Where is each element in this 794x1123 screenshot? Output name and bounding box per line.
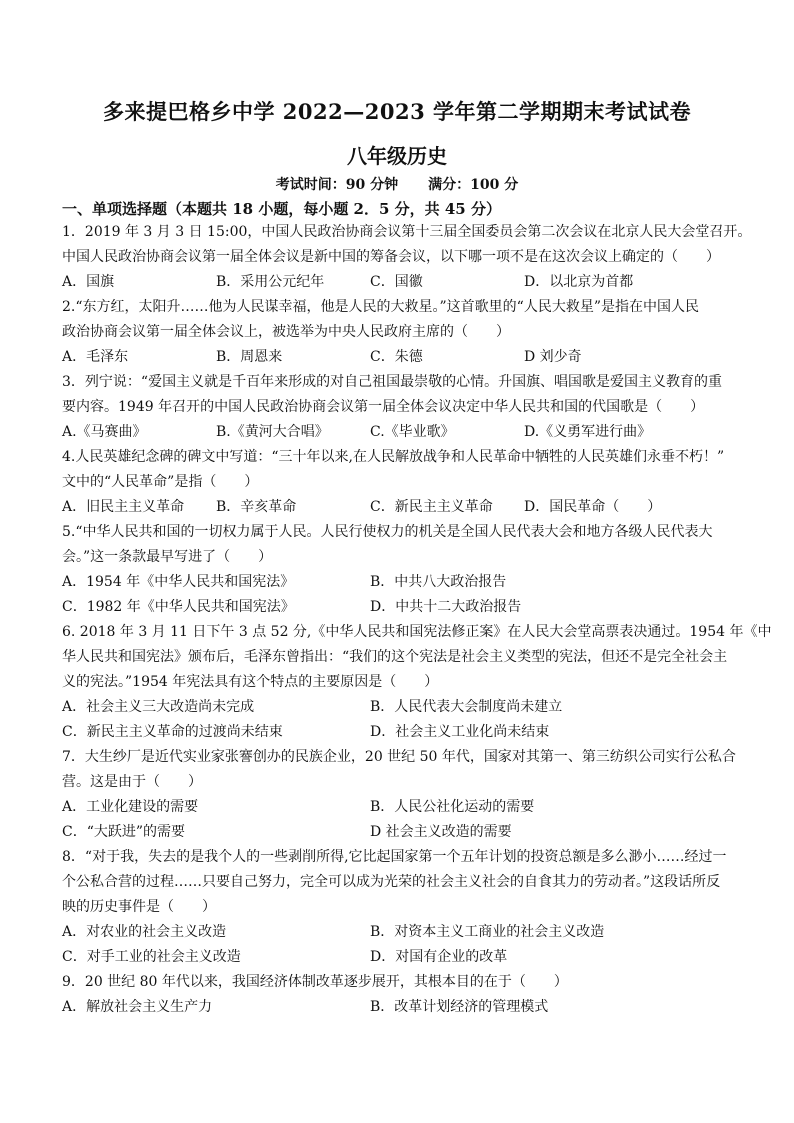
question-8-option-b: B．对资本主义工商业的社会主义改造	[370, 924, 605, 940]
question-6-option-a: A．社会主义三大改造尚未完成	[62, 699, 255, 715]
question-5-option-b: B．中共八大政治报告	[370, 574, 507, 590]
exam-subtitle: 八年级历史	[347, 144, 447, 168]
question-4-line-1: 4.人民英雄纪念碑的碑文中写道：“三十年以来,在人民解放战争和人民革命中牺牲的人民英雄们永垂不朽！”	[62, 449, 725, 465]
question-7-option-a: A．工业化建设的需要	[62, 799, 199, 815]
question-1-option-b: B．采用公元纪年	[216, 274, 325, 290]
question-1-option-c: C．国徽	[370, 274, 423, 290]
question-3-option-a: A.《马赛曲》	[62, 424, 147, 440]
exam-title: 多来提巴格乡中学 2022—2023 学年第二学期期末考试试卷	[102, 99, 691, 124]
question-2-line-1: 2.“东方红，太阳升……他为人民谋幸福，他是人民的大救星。”这首歌里的“人民大救星”是指在中国人民	[62, 299, 699, 315]
exam-info	[0, 174, 794, 194]
question-6-line-2: 华人民共和国宪法》颁布后，毛泽东曾指出：“我们的这个宪法是社会主义类型的宪法，但还不是完全社会主	[62, 649, 728, 665]
question-3-option-b: B.《黄河大合唱》	[216, 424, 329, 440]
question-8-line-1: 8．“对于我，失去的是我个人的一些剥削所得,它比起国家第一个五年计划的投资总额是多么渺小……经过一	[62, 849, 727, 865]
question-4-line-2: 文中的“人民革命”是指（ ）	[62, 474, 259, 490]
question-2-option-b: B．周恩来	[216, 349, 283, 365]
question-5-line-2: 会。”这一条款最早写进了（ ）	[62, 549, 273, 565]
question-1-option-d: D．以北京为首都	[524, 274, 634, 290]
question-6-line-3: 义的宪法。”1954 年宪法具有这个特点的主要原因是（ ）	[62, 674, 439, 690]
question-1-option-a: A．国旗	[62, 274, 115, 290]
question-8-option-a: A．对农业的社会主义改造	[62, 924, 227, 940]
exam-score: 满分：100 分	[428, 177, 519, 193]
question-3-line-2: 要内容。1949 年召开的中国人民政治协商会议第一届全体会议决定中华人民共和国的代国歌是（ ）	[62, 399, 705, 415]
question-2-line-2: 政治协商会议第一届全体会议上，被选举为中央人民政府主席的（ ）	[62, 324, 510, 340]
question-9-option-a: A．解放社会主义生产力	[62, 999, 213, 1015]
question-9-line-1: 9．20 世纪 80 年代以来，我国经济体制改革逐步展开，其根本目的在于（ ）	[62, 974, 568, 990]
question-2-option-a: A．毛泽东	[62, 349, 129, 365]
question-4-option-c: C．新民主主义革命	[370, 499, 493, 515]
question-4-option-b: B．辛亥革命	[216, 499, 297, 515]
exam-time: 考试时间：90 分钟	[275, 177, 399, 193]
question-8-option-c: C．对手工业的社会主义改造	[62, 949, 241, 965]
question-2-option-c: C．朱德	[370, 349, 423, 365]
question-8-line-2: 个公私合营的过程……只要自己努力，完全可以成为光荣的社会主义社会的自食其力的劳动者。”这段话所反	[62, 874, 721, 890]
section-heading: 一、单项选择题（本题共 18 小题，每小题 2．5 分，共 45 分）	[62, 200, 501, 218]
question-3-option-c: C.《毕业歌》	[370, 424, 455, 440]
question-6-option-d: D．社会主义工业化尚未结束	[370, 724, 550, 740]
question-8-line-3: 映的历史事件是（ ）	[62, 899, 216, 915]
question-3-option-d: D.《义勇军进行曲》	[524, 424, 652, 440]
question-5-option-c: C．1982 年《中华人民共和国宪法》	[62, 599, 295, 615]
question-1-line-1: 1．2019 年 3 月 3 日 15:00，中国人民政治协商会议第十三届全国委员会第二次会议在北京人民大会堂召开。	[62, 224, 752, 240]
question-1-line-2: 中国人民政治协商会议第一届全体会议是新中国的筹备会议，以下哪一项不是在这次会议上确定的（ ）	[62, 249, 720, 265]
question-7-line-2: 营。这是由于（ ）	[62, 774, 202, 790]
question-5-option-d: D．中共十二大政治报告	[370, 599, 522, 615]
question-8-option-d: D．对国有企业的改革	[370, 949, 508, 965]
question-4-option-a: A．旧民主主义革命	[62, 499, 185, 515]
question-3-line-1: 3．列宁说：“爱国主义就是千百年来形成的对自己祖国最崇敬的心情。升国旗、唱国歌是爱国主义教育的重	[62, 374, 723, 390]
question-6-line-1: 6. 2018 年 3 月 11 日下午 3 点 52 分,《中华人民共和国宪法修正案》在人民大会堂高票表决通过。1954 年《中	[62, 624, 772, 640]
question-6-option-c: C．新民主主义革命的过渡尚未结束	[62, 724, 283, 740]
question-7-option-d: D 社会主义改造的需要	[370, 824, 512, 840]
question-5-option-a: A．1954 年《中华人民共和国宪法》	[62, 574, 295, 590]
question-7-option-b: B．人民公社化运动的需要	[370, 799, 535, 815]
question-7-option-c: C．“大跃进”的需要	[62, 824, 186, 840]
question-4-option-d: D．国民革命（ ）	[524, 499, 662, 515]
question-6-option-b: B．人民代表大会制度尚未建立	[370, 699, 563, 715]
question-2-option-d: D 刘少奇	[524, 349, 582, 365]
question-5-line-1: 5.“中华人民共和国的一切权力属于人民。人民行使权力的机关是全国人民代表大会和地方各级人民代表大	[62, 524, 713, 540]
question-7-line-1: 7．大生纱厂是近代实业家张謇创办的民族企业，20 世纪 50 年代，国家对其第一、第三纺织公司实行公私合	[62, 749, 736, 765]
question-9-option-b: B．改革计划经济的管理模式	[370, 999, 549, 1015]
